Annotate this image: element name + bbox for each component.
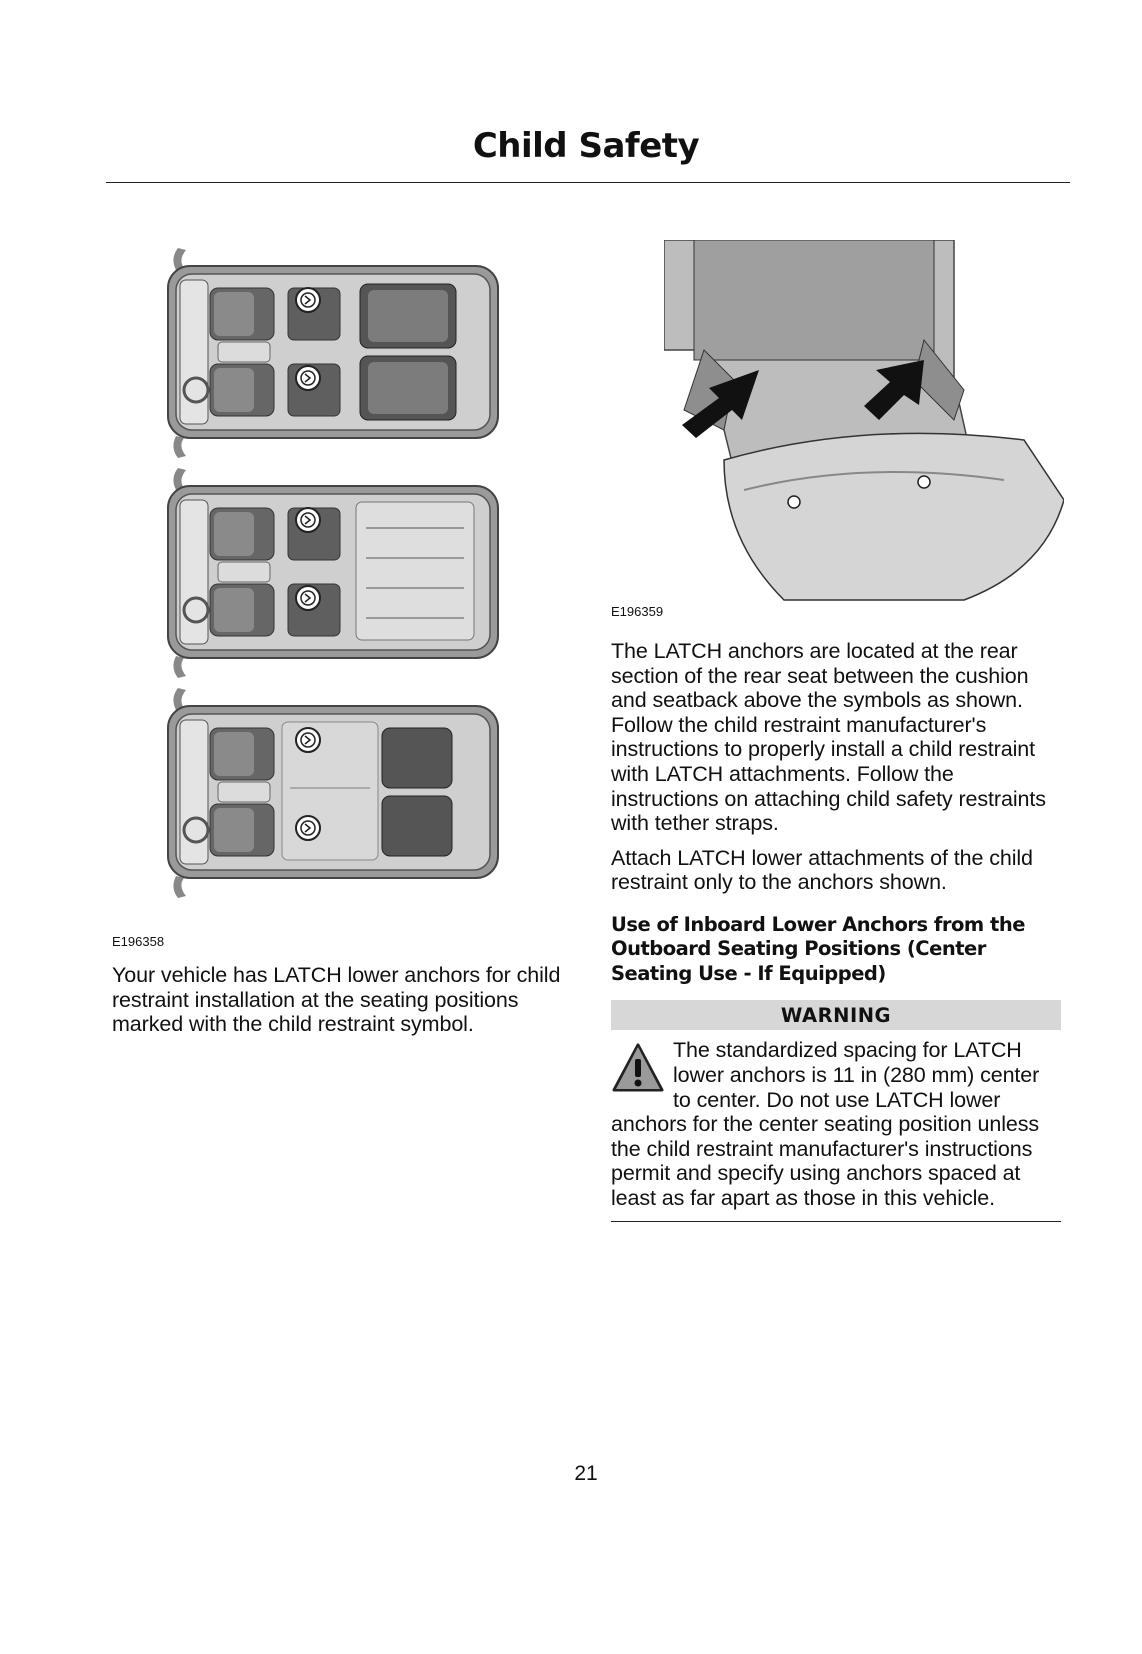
latch-attach-paragraph: Attach LATCH lower attachments of the child restraint only to the anchors shown.	[611, 845, 1033, 895]
latch-location-paragraph: The LATCH anchors are located at the rear section of the rear seat between the cushion and seatback above the symbols as shown. Follow the child restraint manufacturer's instructions to properly install a child restraint with LATCH attachments. Follow the instructions on attaching child safety restraints with tether straps.	[611, 639, 1046, 836]
warning-box	[611, 1038, 1061, 1210]
warning-text: The standardized spacing for LATCH lower anchors is 11 in (280 mm) center to center. Do not use LATCH lower anchors for the center seating position unless the child restraint manufacturer's instructions permit and specify using anchors spaced at least as far apart as those in this vehicle.	[611, 1038, 1040, 1210]
warning-triangle-icon	[611, 1042, 665, 1094]
section-subheading: Use of Inboard Lower Anchors from the Outboard Seating Positions (Center Seating Use - If Equipped)	[611, 912, 1025, 985]
title-divider	[106, 182, 1070, 183]
left-paragraph: Your vehicle has LATCH lower anchors for child restraint installation at the seating positions marked with the child restraint symbol.	[112, 963, 561, 1037]
rear-seat-illustration	[664, 240, 1064, 610]
page-title: Child Safety	[472, 126, 700, 166]
vehicle-seating-diagrams	[160, 248, 520, 928]
page-number: 21	[574, 1462, 598, 1485]
figure-id-right: E196359	[611, 604, 664, 619]
figure-id-left: E196358	[112, 934, 165, 949]
warning-end-divider	[611, 1221, 1061, 1222]
warning-label: WARNING	[611, 1000, 1061, 1030]
